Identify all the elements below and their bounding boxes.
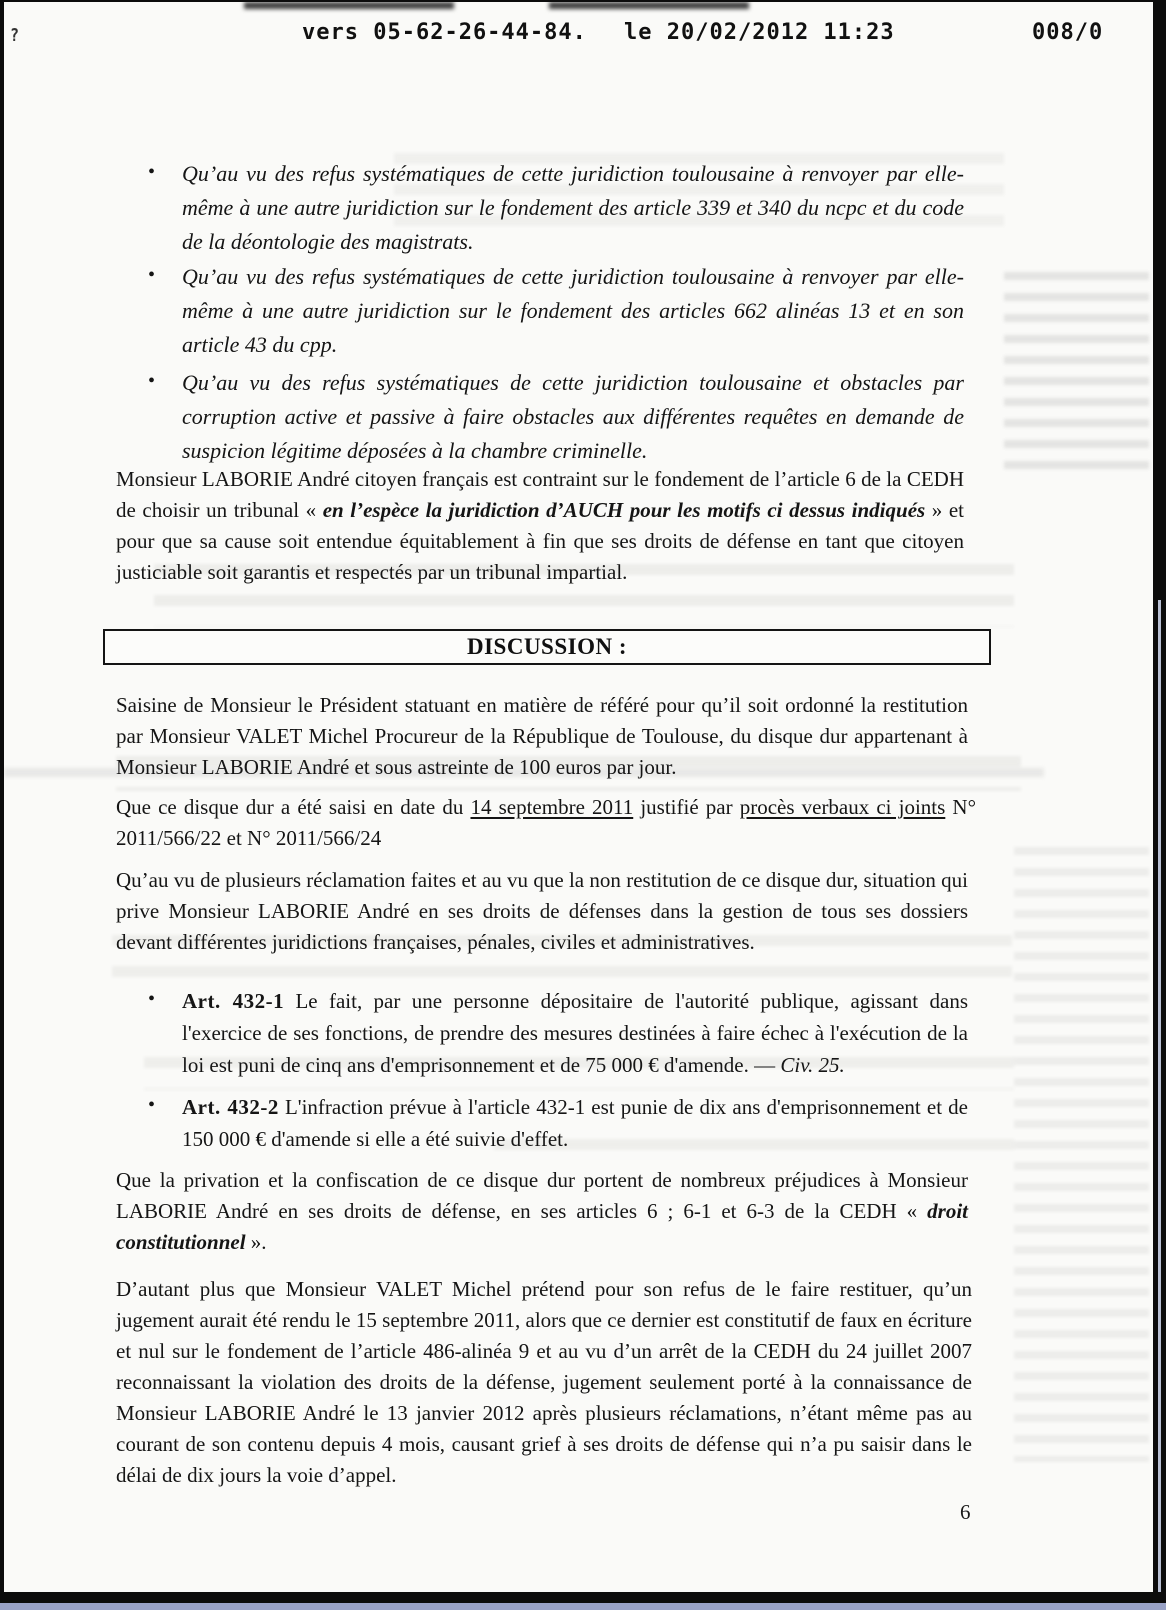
bullet-item-art-432-2: [148, 1091, 968, 1155]
underlined-date: 14 septembre 2011: [470, 795, 634, 819]
paragraph-reclamations: [116, 865, 968, 958]
paragraph-text: justifié par: [633, 795, 740, 819]
paragraph-privation: [116, 1165, 968, 1258]
paragraph-text: N° 2011/566/22 et N° 2011/566/24: [116, 795, 976, 850]
paragraph-text: Qu’au vu de plusieurs réclamation faites et au vu que la non restitution de ce disque dur, situation qui prive Monsieur LABORIE André en ses droits de défenses dans la gestion de tous ses dossiers devant différentes juridictions françaises, pénales, civiles et administratives.: [116, 868, 968, 954]
bullet-icon: •: [148, 370, 156, 392]
bullet-item-art-432-1: [148, 985, 968, 1081]
article-text: Le fait, par une personne dépositaire de l'autorité publique, agissant dans l'exercice de ses fonctions, de prendre des mesures destinées à faire échec à l'exécution de la loi est puni de cinq ans d'emprisonnement et de 75 000 € d'amende. —: [182, 989, 968, 1077]
bleed-through-artifact: [244, 2, 454, 9]
article-text: L'infraction prévue à l'article 432-1 est punie de dix ans d'emprisonnement et de 150 000 € d'amende si elle a été suivie d'effet.: [182, 1095, 968, 1151]
bleed-through-artifact: [1014, 842, 1149, 1462]
paragraph-text: D’autant plus que Monsieur VALET Michel prétend pour son refus de le faire restituer, qu’un jugement aurait été rendu le 15 septembre 2011, alors que ce dernier est constitutif de faux en écriture et nul sur le fondement de l’article 486-alinéa 9 et au vu d’un arrêt de la CEDH du 24 juillet 2007 reconnaissant la violation des droits de la défense, jugement seulement porté à la connaissance de Monsieur LABORIE André le 13 janvier 2012 après plusieurs réclamations, n’étant même pas au courant de son contenu depuis 4 mois, causant grief à ses droits de défense qui n’a pu saisir dans le délai de dix jours la voie d’appel.: [116, 1277, 972, 1487]
page-number: 6: [960, 1500, 971, 1524]
paper-background: [4, 2, 1153, 1592]
bullet-item-refus-cpp: [148, 260, 964, 362]
article-citation: Civ. 25.: [780, 1053, 845, 1077]
fax-page-counter: 008/0: [1032, 20, 1104, 45]
scan-bottom-edge: [0, 1603, 1166, 1610]
paragraph-text: » et pour que sa cause soit entendue équitablement à fin que ses droits de défense en tant que citoyen justiciable soit garantis et respectés par un tribunal impartial.: [116, 498, 965, 584]
margin-mark: ?: [10, 24, 20, 46]
bullet-icon: •: [148, 264, 156, 286]
bullet-icon: •: [148, 161, 156, 183]
fax-header: [4, 18, 1153, 58]
paragraph-text: Que ce disque dur a été saisi en date du: [116, 795, 471, 819]
bullet-text: Qu’au vu des refus systématiques de cette juridiction toulousaine à renvoyer par elle-même à une autre juridiction sur le fondement des articles 662 alinéas 13 et en son article 43 du cpp.: [182, 264, 964, 357]
paragraph-text: ».: [245, 1230, 267, 1254]
article-ref: Art. 432-1: [182, 989, 285, 1013]
paragraph-tribunal-auch: [116, 464, 964, 588]
bleed-through-artifact: [1004, 267, 1149, 472]
article-ref: Art. 432-2: [182, 1095, 279, 1119]
paragraph-text: Que la privation et la confiscation de ce disque dur portent de nombreux préjudices à Monsieur LABORIE André en ses droits de défense, en ses articles 6 ; 6-1 et 6-3 de la CEDH «: [116, 1168, 968, 1223]
paragraph-dautant-plus: [116, 1274, 972, 1491]
bullet-item-obstacles: [148, 366, 964, 468]
emphasized-text: droit constitutionnel: [116, 1199, 968, 1254]
paragraph-disque-saisi: [116, 792, 976, 854]
bullet-icon: •: [148, 988, 156, 1010]
paragraph-text: Monsieur LABORIE André citoyen français est contraint sur le fondement de l’article 6 de la CEDH de choisir un tribunal «: [116, 467, 964, 522]
fax-recipient-number: vers 05-62-26-44-84.: [302, 20, 587, 45]
scan-edge-artifact: [1158, 600, 1161, 1592]
bullet-text: Qu’au vu des refus systématiques de cette juridiction toulousaine et obstacles par corruption active et passive à faire obstacles aux différentes requêtes en demande de suspicion légitime déposées à la chambre criminelle.: [182, 370, 964, 463]
bullet-text: Qu’au vu des refus systématiques de cette juridiction toulousaine à renvoyer par elle-même à une autre juridiction sur le fondement des article 339 et 340 du ncpc et du code de la déontologie des magistrats.: [182, 161, 964, 254]
bullet-item-refus-ncpc: [148, 157, 964, 259]
bullet-icon: •: [148, 1094, 156, 1116]
fax-datetime: le 20/02/2012 11:23: [624, 20, 895, 45]
bleed-through-artifact: [549, 2, 749, 9]
underlined-proces-verbaux: procès verbaux ci joints: [739, 795, 946, 819]
discussion-heading-box: [103, 629, 991, 665]
paragraph-text: Saisine de Monsieur le Président statuant en matière de référé pour qu’il soit ordonné la restitution par Monsieur VALET Michel Procureur de la République de Toulouse, du disque dur appartenant à Monsieur LABORIE André et sous astreinte de 100 euros par jour.: [116, 693, 968, 779]
emphasized-text: en l’espèce la juridiction d’AUCH pour les motifs ci dessus indiqués: [322, 498, 926, 522]
paragraph-saisine: [116, 690, 968, 783]
discussion-heading: DISCUSSION :: [466, 634, 627, 659]
